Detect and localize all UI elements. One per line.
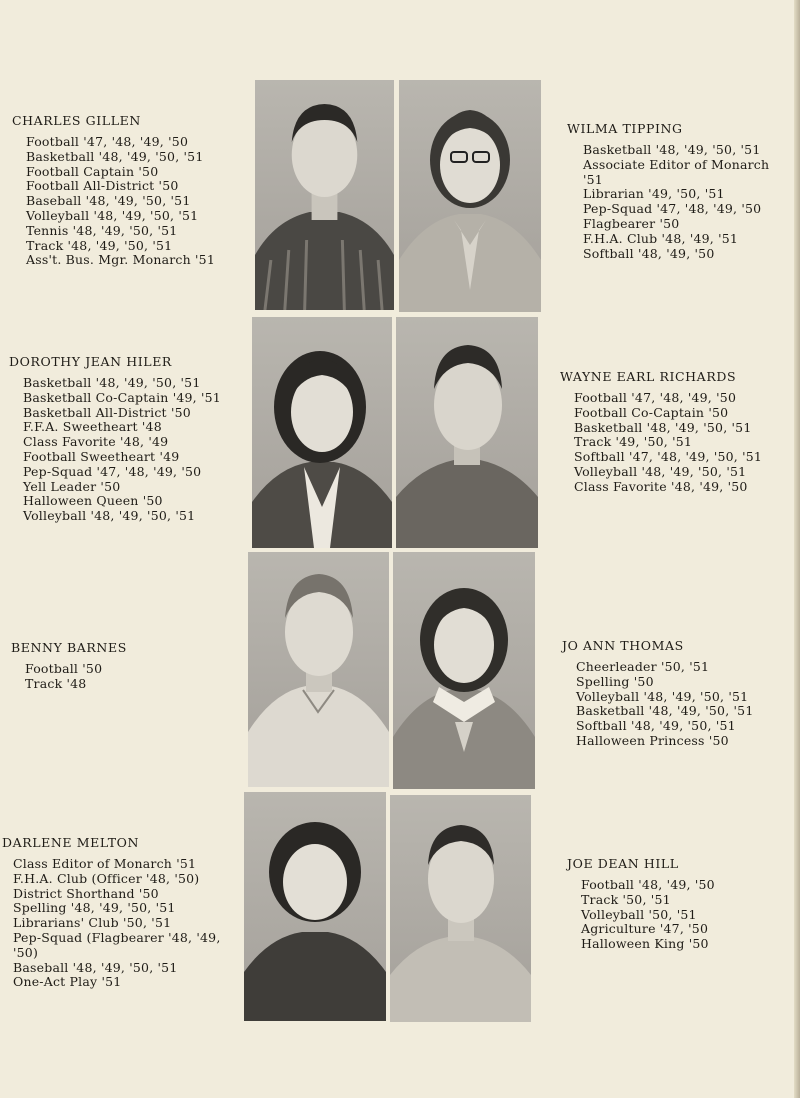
activity-item: Halloween King '50: [581, 936, 709, 952]
student-entry-jo-ann-thomas: [562, 638, 753, 749]
activity-item: Basketball Co-Captain '49, '51: [23, 389, 221, 405]
student-entry-charles-gillen: [12, 113, 215, 268]
student-name: DOROTHY JEAN HILER: [9, 354, 172, 369]
activity-item: Basketball All-District '50: [23, 404, 191, 420]
student-name: JO ANN THOMAS: [562, 638, 684, 653]
portrait-wayne-earl-richards: [396, 317, 538, 548]
activity-list: [11, 662, 127, 692]
student-name: DARLENE MELTON: [2, 835, 140, 850]
activity-item: Football Sweetheart '49: [23, 448, 180, 464]
activity-item: Halloween Princess '50: [576, 732, 729, 748]
student-entry-dorothy-jean-hiler: [9, 354, 221, 524]
portrait-joe-dean-hill: [390, 795, 531, 1022]
activity-item: Softball '48, '49, '50: [583, 245, 715, 261]
activity-item: Track '48, '49, '50, '51: [26, 237, 173, 253]
activity-item: Softball '47, '48, '49, '50, '51: [574, 449, 763, 465]
activity-item: F.H.A. Club (Officer '48, '50): [13, 870, 200, 886]
student-entry-wilma-tipping: [567, 121, 769, 261]
activity-item: Track '50, '51: [581, 891, 671, 907]
portrait-wilma-tipping: [399, 80, 541, 312]
activity-item: Class Editor of Monarch '51: [13, 856, 197, 871]
activity-item: Basketball '48, '49, '50, '51: [23, 375, 201, 390]
activity-item: Volleyball '48, '49, '50, '51: [26, 207, 199, 223]
activity-item: Track '48: [25, 675, 87, 691]
activity-item: Football Co-Captain '50: [574, 404, 729, 420]
student-entry-wayne-earl-richards: [560, 369, 762, 495]
activity-item: Volleyball '50, '51: [581, 906, 697, 922]
activity-item: Football '50: [25, 661, 103, 676]
activity-item: Softball '48, '49, '50, '51: [576, 718, 736, 734]
activity-item: F.H.A. Club '48, '49, '51: [583, 230, 739, 246]
activity-item: Volleyball '48, '49, '50, '51: [23, 508, 196, 524]
activity-item: Class Favorite '48, '49, '50: [574, 478, 748, 494]
activity-item: Spelling '48, '49, '50, '51: [13, 900, 176, 916]
activity-item: Volleyball '48, '49, '50, '51: [574, 463, 747, 479]
activity-item: District Shorthand '50: [13, 885, 159, 901]
student-name: WILMA TIPPING: [567, 121, 683, 136]
activity-item: Ass't. Bus. Mgr. Monarch '51: [26, 252, 215, 268]
activity-list: [560, 391, 762, 495]
activity-item: Football Captain '50: [26, 163, 159, 179]
activity-item: One-Act Play '51: [13, 974, 122, 990]
activity-item: Agriculture '47, '50: [581, 921, 709, 937]
activity-item: Football '47, '48, '49, '50: [26, 134, 189, 149]
page-edge: [794, 0, 800, 1098]
portrait-jo-ann-thomas: [393, 552, 535, 789]
activity-item: Halloween Queen '50: [23, 493, 163, 509]
activity-item: '51: [583, 171, 603, 187]
activity-item: Basketball '48, '49, '50, '51: [574, 419, 752, 435]
student-name: CHARLES GILLEN: [12, 113, 141, 128]
activity-item: Spelling '50: [576, 673, 654, 689]
activity-list: [567, 878, 715, 952]
activity-item: '50): [13, 944, 39, 960]
student-name: JOE DEAN HILL: [567, 856, 679, 871]
activity-item: Baseball '48, '49, '50, '51: [26, 193, 191, 209]
activity-item: F.F.A. Sweetheart '48: [23, 419, 162, 435]
activity-item: Class Favorite '48, '49: [23, 434, 169, 450]
activity-item: Basketball '48, '49, '50, '51: [576, 703, 754, 719]
activity-list: [567, 143, 769, 261]
activity-item: Volleyball '48, '49, '50, '51: [576, 688, 749, 704]
activity-item: Tennis '48, '49, '50, '51: [26, 222, 178, 238]
activity-item: Pep-Squad '47, '48, '49, '50: [583, 201, 762, 217]
activity-item: Track '49, '50, '51: [574, 434, 693, 450]
activity-list: [2, 857, 221, 990]
portrait-dorothy-jean-hiler: [252, 317, 392, 548]
activity-item: Pep-Squad (Flagbearer '48, '49,: [13, 929, 221, 945]
activity-list: [12, 135, 215, 268]
portrait-darlene-melton: [244, 792, 386, 1021]
portrait-charles-gillen: [255, 80, 394, 310]
activity-item: Baseball '48, '49, '50, '51: [13, 959, 178, 975]
activity-item: Pep-Squad '47, '48, '49, '50: [23, 463, 202, 479]
student-entry-joe-dean-hill: [567, 856, 715, 952]
activity-item: Football All-District '50: [26, 178, 179, 194]
activity-item: Yell Leader '50: [23, 478, 121, 494]
activity-list: [9, 376, 221, 524]
student-entry-darlene-melton: [2, 835, 221, 990]
activity-item: Associate Editor of Monarch: [583, 156, 770, 172]
activity-item: Football '47, '48, '49, '50: [574, 390, 737, 405]
student-entry-benny-barnes: [11, 640, 127, 692]
activity-item: Cheerleader '50, '51: [576, 659, 710, 674]
activity-item: Librarians' Club '50, '51: [13, 915, 172, 931]
activity-item: Librarian '49, '50, '51: [583, 186, 725, 202]
activity-list: [562, 660, 753, 749]
activity-item: Flagbearer '50: [583, 215, 680, 231]
activity-item: Football '48, '49, '50: [581, 877, 715, 892]
activity-item: Basketball '48, '49, '50, '51: [26, 148, 204, 164]
student-name: WAYNE EARL RICHARDS: [560, 369, 737, 384]
portrait-benny-barnes: [248, 552, 389, 787]
student-name: BENNY BARNES: [11, 640, 127, 655]
activity-item: Basketball '48, '49, '50, '51: [583, 142, 761, 157]
